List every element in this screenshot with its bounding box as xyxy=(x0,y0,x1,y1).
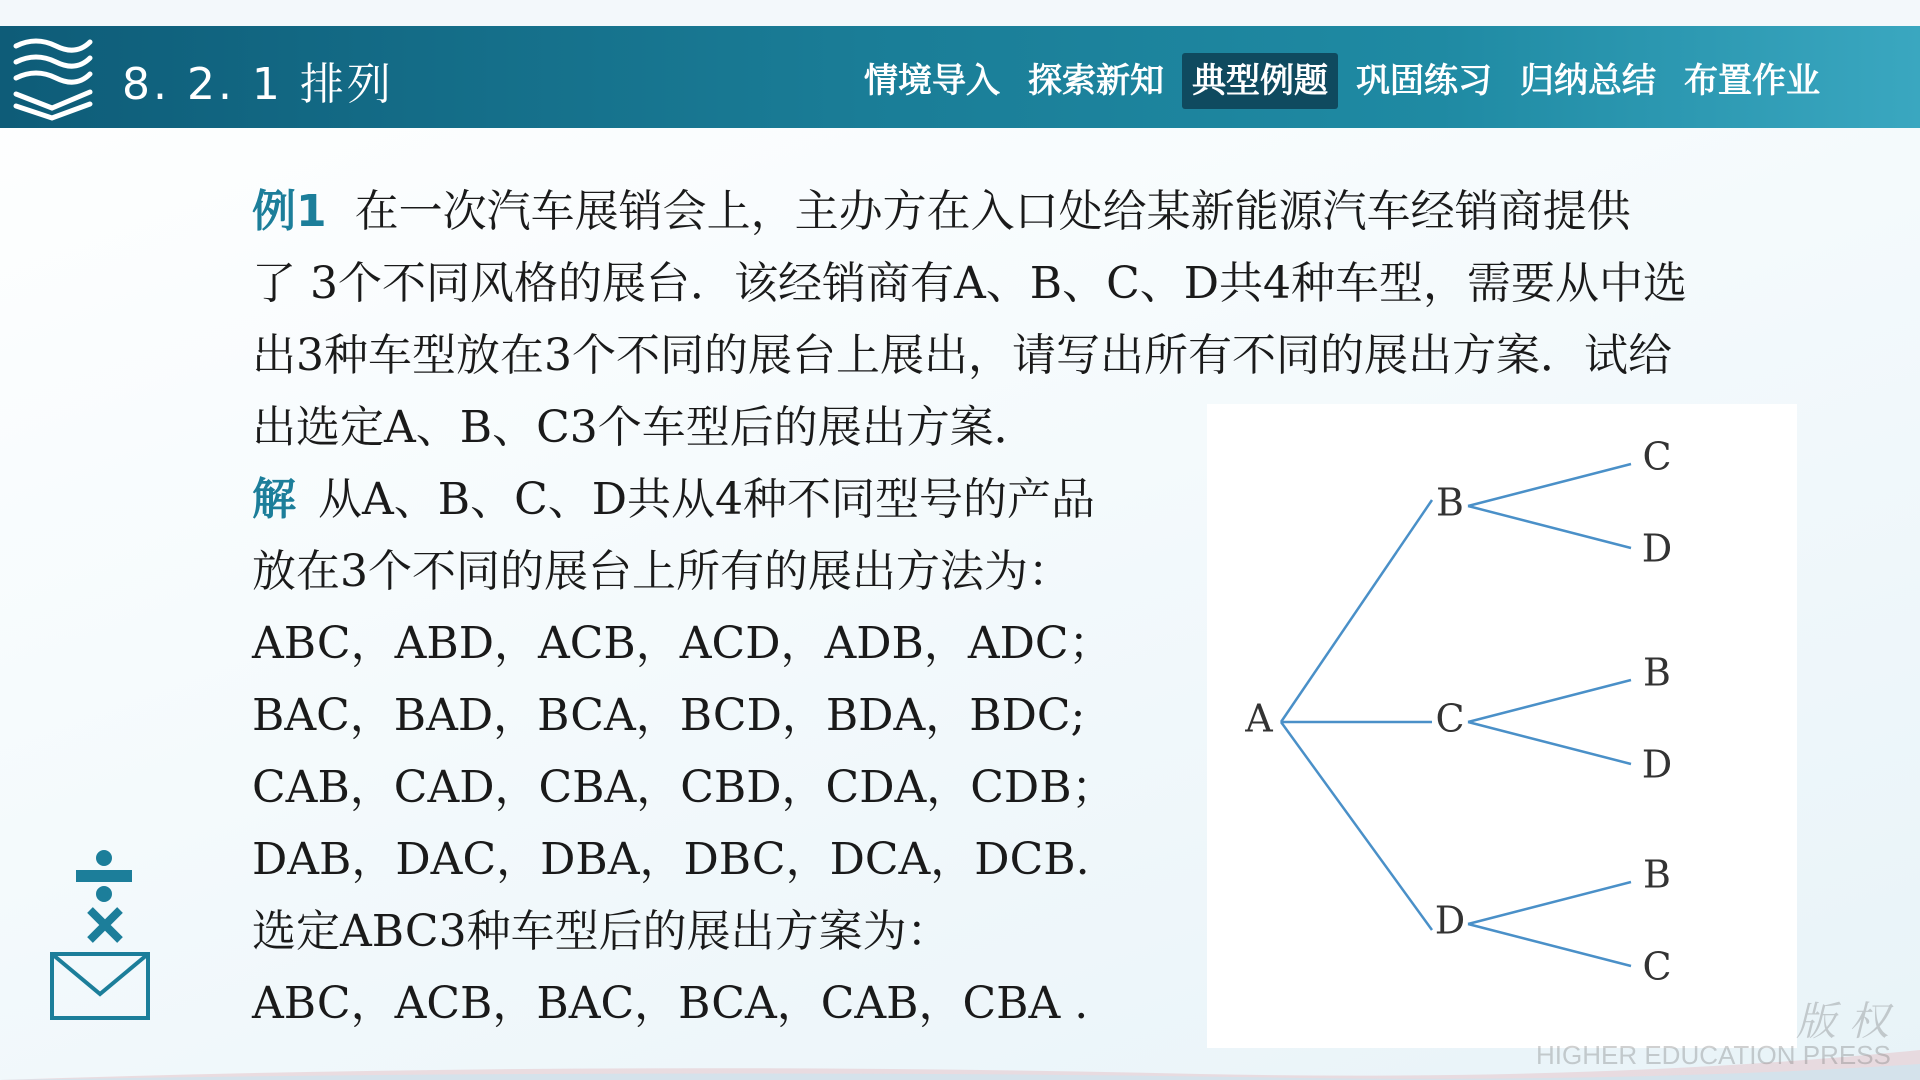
tree-edge xyxy=(1468,680,1631,722)
tree-edge xyxy=(1468,464,1631,506)
tree-leaf-label: B xyxy=(1643,650,1671,695)
book-logo-icon xyxy=(6,32,98,122)
math-symbols-icon xyxy=(48,848,158,1028)
watermark-cn: 版 权 xyxy=(1796,999,1889,1045)
tree-edge xyxy=(1468,722,1631,764)
tree-leaf-label: C xyxy=(1642,434,1672,479)
example-line xyxy=(252,176,1792,248)
tab-explore-new[interactable]: 探索新知 xyxy=(1028,61,1164,101)
tree-diagram xyxy=(1207,404,1797,1048)
tree-root-label: A xyxy=(1245,696,1273,741)
tree-diagram-svg xyxy=(1207,404,1797,1048)
header-bar xyxy=(0,26,1920,128)
tree-node-label: B xyxy=(1436,480,1464,525)
tree-edge xyxy=(1468,882,1631,924)
tab-consolidation-practice[interactable]: 巩固练习 xyxy=(1356,61,1492,101)
permutation-row: ABC，ABD，ACB，ACD，ADB，ADC； xyxy=(252,618,1113,669)
permutation-row: CAB，CAD，CBA，CBD，CDA，CDB； xyxy=(252,762,1116,813)
permutation-row: BAC，BAD，BCA，BCD，BDA，BDC; xyxy=(252,690,1086,741)
tree-leaf-label: D xyxy=(1641,526,1673,571)
tab-homework[interactable]: 布置作业 xyxy=(1684,61,1820,101)
example-tag: 例1 xyxy=(252,186,327,237)
watermark-text: HIGHER EDUCATION PRESS xyxy=(1536,1040,1891,1070)
top-strip xyxy=(0,0,1920,26)
example-line: 出3种车型放在3个不同的展台上展出，请写出所有不同的展出方案．试给 xyxy=(252,330,1672,381)
tree-edge xyxy=(1468,506,1631,548)
nav-tabs xyxy=(854,53,1830,109)
tree-edge xyxy=(1468,924,1631,966)
solution-line: 放在3个不同的展台上所有的展出方法为： xyxy=(252,546,1072,597)
permutation-row: DAB，DAC，DBA，DBC，DCA，DCB. xyxy=(252,834,1090,885)
example-line: 了 3个不同风格的展台．该经销商有A、B、C、D共4种车型，需要从中选 xyxy=(252,258,1688,309)
tree-leaf-label: D xyxy=(1641,742,1673,787)
selected-intro: 选定ABC3种车型后的展出方案为： xyxy=(252,906,951,957)
lesson-title: 8. 2. 1 排列 xyxy=(122,59,394,110)
tab-typical-examples[interactable]: 典型例题 xyxy=(1182,53,1338,109)
selected-permutations: ABC，ACB，BAC，BCA，CAB，CBA . xyxy=(252,978,1089,1029)
tree-node-label: D xyxy=(1434,898,1466,943)
tree-leaf-label: B xyxy=(1643,852,1671,897)
tree-edge xyxy=(1281,500,1432,722)
tab-summary[interactable]: 归纳总结 xyxy=(1520,61,1656,101)
tree-node-label: C xyxy=(1435,696,1465,741)
tab-scenario-intro[interactable]: 情境导入 xyxy=(864,61,1000,101)
example-line: 出选定A、B、C3个车型后的展出方案． xyxy=(252,402,1038,453)
tree-edge xyxy=(1281,722,1432,930)
tree-leaf-label: C xyxy=(1642,944,1672,989)
solution-tag: 解 xyxy=(252,474,296,525)
example-text: 在一次汽车展销会上，主办方在入口处给某新能源汽车经销商提供 xyxy=(354,186,1631,237)
solution-text: 从A、B、C、D共从4种不同型号的产品 xyxy=(318,474,1096,525)
